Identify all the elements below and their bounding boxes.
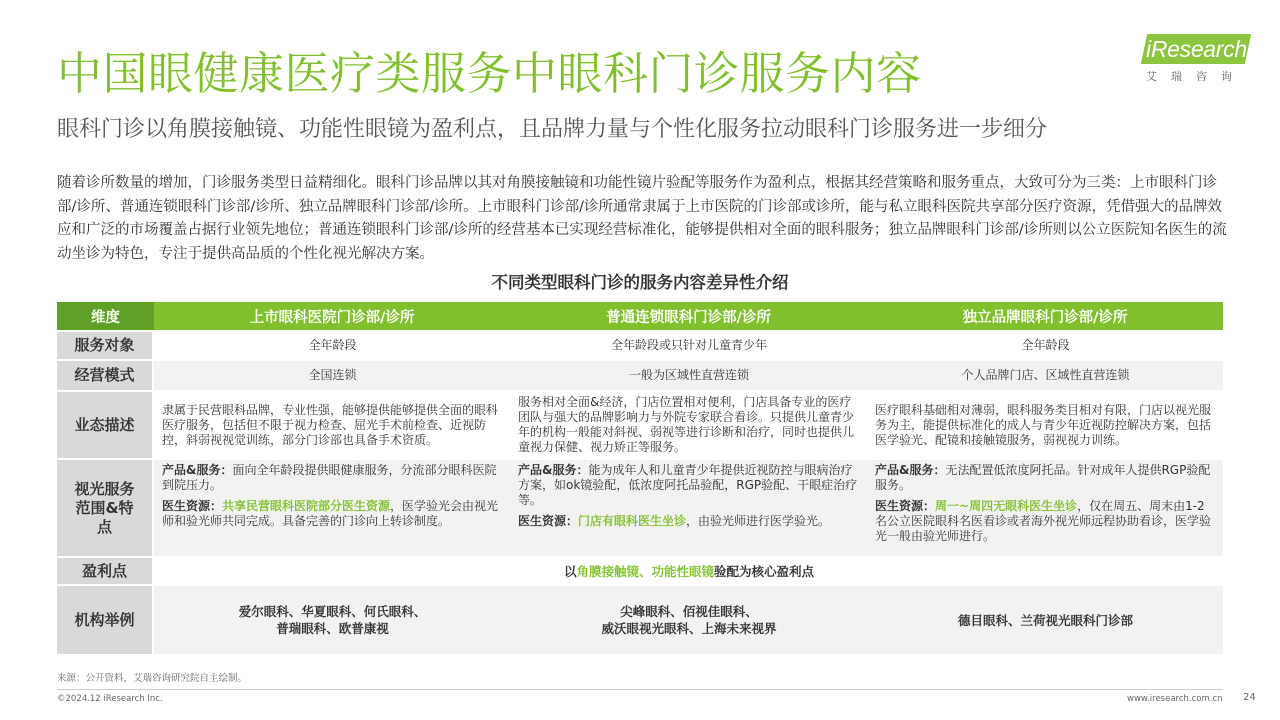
- profit-suffix: 验配为核心盈利点: [714, 563, 815, 579]
- cell-target-listed: 全年龄段: [154, 332, 510, 361]
- header-dimension: 维度: [57, 302, 154, 332]
- profit-highlight: 角膜接触镜、功能性眼镜: [576, 563, 714, 579]
- examples-line: 尖峰眼科、佰视佳眼科、: [620, 604, 758, 619]
- cell-examples-listed: [154, 586, 510, 656]
- table-row: [57, 392, 1223, 460]
- comparison-table: [57, 302, 1223, 656]
- cell-desc-chain: 服务相对全面&经济，门店位置相对便利，门店具备专业的医疗团队与强大的品牌影响力与外院专家联合看诊。只提供儿童青少年的机构一般能对斜视、弱视等进行诊断和治疗，同时也提供儿童视力保健、视力矫正等服务。: [510, 392, 867, 460]
- page-title: 中国眼健康医疗类服务中眼科门诊服务内容: [57, 47, 922, 100]
- table-row: [57, 361, 1223, 392]
- cell-mode-chain: 一般为区域性直营连锁: [510, 361, 867, 392]
- product-service-text: 能为成年人和儿童青少年提供近视防控与眼病治疗方案，如ok镜验配，低浓度阿托品验配，RGP验配、干眼症治疗等。: [518, 463, 858, 507]
- logo-wordmark: [1146, 36, 1247, 62]
- examples-line: 爱尔眼科、华夏眼科、何氏眼科、: [238, 604, 427, 619]
- product-service-label: 产品&服务：: [875, 463, 946, 477]
- profit-prefix: 以: [563, 563, 577, 579]
- intro-paragraph: 随着诊所数量的增加，门诊服务类型日益精细化。眼科门诊品牌以其对角膜接触镜和功能性镜片验配等服务作为盈利点，根据其经营策略和服务重点，大致可分为三类：上市眼科门诊部/诊所、普通连锁眼科门诊部/诊所、独立品牌眼科门诊部/诊所。上市眼科门诊部/诊所通常隶属于上市医院的门诊部或诊所，能与私立眼科医院共享部分医疗资源，凭借强大的品牌效应和广泛的市场覆盖占据行业领先地位；普通连锁眼科门诊部/诊所的经营基本已实现经营标准化，能够提供相对全面的眼科服务；独立品牌眼科门诊部/诊所则以公立医院知名医生的流动坐诊为特色，专注于提供高品质的个性化视光解决方案。: [57, 175, 1227, 262]
- doctor-resource-highlight: 门店有眼科医生坐诊: [578, 514, 687, 528]
- cell-target-independent: 全年龄段: [867, 332, 1223, 361]
- table-row: [57, 558, 1223, 586]
- doctor-resource-label: 医生资源：: [875, 499, 936, 513]
- doctor-resource-text: ，医学验光会由视光师和验光师共同完成。具备完善的门诊向上转诊制度。: [162, 499, 499, 528]
- row-label-mode: 经营模式: [57, 361, 154, 392]
- product-service-label: 产品&服务：: [518, 463, 589, 477]
- cell-mode-independent: 个人品牌门店、区域性直营连锁: [867, 361, 1223, 392]
- doctor-resource-text: ，由验光师进行医学验光。: [686, 514, 831, 528]
- cell-desc-listed: 隶属于民营眼科品牌，专业性强，能够提供能够提供全面的眼科医疗服务，包括但不限于视力检查、屈光手术前检查、近视防控，斜弱视视觉训练，部分门诊部也具备手术资质。: [154, 392, 510, 460]
- row-label-scope-line: 点: [96, 517, 112, 536]
- doctor-resource-label: 医生资源：: [162, 499, 223, 513]
- product-service-text: 面向全年龄段提供眼健康服务，分流部分眼科医院到院压力。: [162, 463, 497, 492]
- examples-line: 普瑞眼科、欧普康视: [276, 621, 389, 636]
- row-label-scope-line: 范围&特: [75, 498, 134, 517]
- product-service-label: 产品&服务：: [162, 463, 233, 477]
- iresearch-logo: [1140, 34, 1252, 86]
- table-row: [57, 460, 1223, 558]
- cell-scope-independent: [867, 460, 1223, 558]
- cell-profit: [154, 558, 1223, 586]
- logo-subtitle: 艾瑞咨询: [1146, 70, 1246, 83]
- doctor-resource-label: 医生资源：: [518, 514, 579, 528]
- doctor-resource-text: ，仅在周五、周末由1-2名公立医院眼科名医看诊或者海外视光师远程协助看诊，医学验光一般由验光师进行。: [875, 499, 1212, 543]
- cell-scope-listed: [154, 460, 510, 558]
- cell-target-chain: 全年龄段或只针对儿童青少年: [510, 332, 867, 361]
- header-listed-clinic: 上市眼科医院门诊部/诊所: [154, 302, 510, 332]
- cell-mode-listed: 全国连锁: [154, 361, 510, 392]
- table-row: [57, 586, 1223, 656]
- row-label-scope: [57, 460, 154, 558]
- logo-wordmark-prefix: i: [1146, 36, 1151, 62]
- footer-divider: [57, 689, 1223, 690]
- cell-desc-independent: 医疗眼科基础相对薄弱，眼科服务类目相对有限，门店以视光服务为主，能提供标准化的成人与青少年近视防控解决方案，包括医学验光、配镜和接触镜服务，弱视视力训练。: [867, 392, 1223, 460]
- row-label-target: 服务对象: [57, 332, 154, 361]
- page-number: 24: [1243, 692, 1256, 703]
- row-label-profit: 盈利点: [57, 558, 154, 586]
- product-service-text: 无法配置低浓度阿托品。针对成年人提供RGP验配服务。: [875, 463, 1211, 492]
- logo-wordmark-rest: Research: [1150, 36, 1247, 62]
- row-label-examples: 机构举例: [57, 586, 154, 656]
- table-title: 不同类型眼科门诊的服务内容差异性介绍: [491, 273, 789, 292]
- copyright: ©2024.12 iResearch Inc.: [57, 694, 163, 704]
- header-chain-clinic: 普通连锁眼科门诊部/诊所: [510, 302, 867, 332]
- row-label-desc: 业态描述: [57, 392, 154, 460]
- examples-line: 威沃眼视光眼科、上海未来视界: [601, 621, 777, 636]
- website-link[interactable]: www.iresearch.com.cn: [1127, 694, 1223, 704]
- cell-scope-chain: [510, 460, 867, 558]
- doctor-resource-highlight: 周一~周四无眼科医生坐诊: [935, 499, 1078, 513]
- cell-examples-independent: 德目眼科、兰荷视光眼科门诊部: [867, 586, 1223, 656]
- source-note: 来源：公开资料，艾瑞咨询研究院自主绘制。: [57, 673, 248, 684]
- row-label-scope-line: 视光服务: [74, 479, 135, 498]
- cell-examples-chain: [510, 586, 867, 656]
- header-independent-clinic: 独立品牌眼科门诊部/诊所: [867, 302, 1223, 332]
- table-header-row: [57, 302, 1223, 332]
- page-subtitle: 眼科门诊以角膜接触镜、功能性眼镜为盈利点，且品牌力量与个性化服务拉动眼科门诊服务进一步细分: [57, 117, 1048, 142]
- doctor-resource-highlight: 共享民营眼科医院部分医生资源: [222, 499, 391, 513]
- table-row: [57, 332, 1223, 361]
